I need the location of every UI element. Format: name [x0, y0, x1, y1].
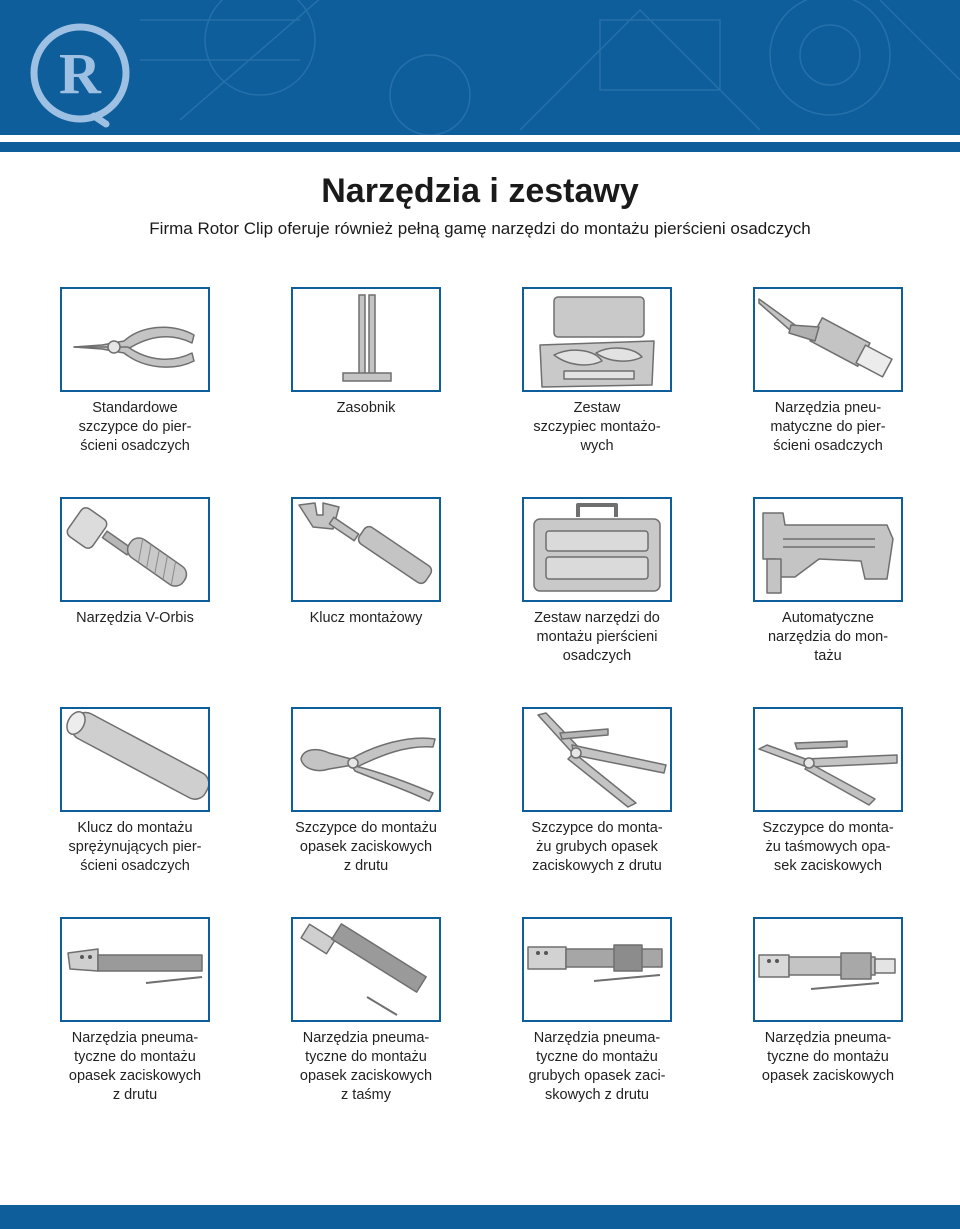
rotor-clip-logo [34, 27, 126, 124]
header-stripe [0, 142, 960, 152]
ring-pliers-icon [62, 289, 208, 390]
tool-caption: Narzędzia pneuma- tyczne do montażu opasek zaciskowych z taśmy [299, 1030, 433, 1103]
tool-image-frame [753, 917, 903, 1022]
pneumatic-clamp-tool-icon [755, 919, 901, 1020]
spring-ring-key-icon [62, 709, 208, 810]
tool-image-frame [60, 497, 210, 602]
svg-text:R: R [59, 41, 101, 106]
tool-image-frame [753, 707, 903, 812]
tool-image-frame [291, 287, 441, 392]
tool-image-frame [522, 497, 672, 602]
automatic-tool-icon [755, 499, 901, 600]
tool-caption: Zestaw narzędzi do montażu pierścieni osadczych [534, 610, 660, 664]
pneumatic-heavy-wire-clamp-tool-icon [524, 919, 670, 1020]
tool-caption: Szczypce do monta- żu taśmowych opa- sek zaciskowych [762, 820, 894, 874]
tool-image-frame [753, 497, 903, 602]
tool-caption: Klucz montażowy [309, 610, 423, 626]
tool-image-frame [60, 287, 210, 392]
tool-caption: Narzędzia pneu- matyczne do pier- ścieni osadczych [770, 400, 886, 454]
tool-image-frame [522, 287, 672, 392]
tool-caption: Szczypce do montażu opasek zaciskowych z drutu [295, 820, 437, 874]
tool-caption: Zestaw szczypiec montażo- wych [533, 400, 661, 454]
heavy-wire-clamp-pliers-icon [524, 709, 670, 810]
header-banner [0, 0, 960, 135]
pliers-kit-case-icon [524, 289, 670, 390]
tool-caption: Szczypce do monta- żu grubych opasek zaciskowych z drutu [531, 820, 663, 874]
tool-kit-case-icon [524, 499, 670, 600]
page-title: Narzędzia i zestawy [321, 172, 639, 210]
tool-caption: Standardowe szczypce do pier- ścieni osadczych [78, 400, 192, 454]
tool-caption: Zasobnik [336, 400, 396, 416]
banner-pattern [0, 0, 960, 135]
tool-image-frame [60, 917, 210, 1022]
page-subtitle: Firma Rotor Clip oferuje również pełną gamę narzędzi do montażu pierścieni osadczych [149, 219, 811, 238]
tool-image-frame [291, 707, 441, 812]
pneumatic-wire-clamp-tool-icon [62, 919, 208, 1020]
footer-bar [0, 1205, 960, 1229]
band-clamp-pliers-icon [755, 709, 901, 810]
tool-caption: Narzędzia pneuma- tyczne do montażu opasek zaciskowych z drutu [68, 1030, 202, 1103]
tool-image-frame [60, 707, 210, 812]
mounting-wrench-icon [293, 499, 439, 600]
pneumatic-band-clamp-tool-icon [293, 919, 439, 1020]
tool-caption: Narzędzia pneuma- tyczne do montażu opasek zaciskowych [761, 1030, 895, 1084]
pneumatic-pliers-icon [755, 289, 901, 390]
tool-caption: Narzędzia pneuma- tyczne do montażu grubych opasek zaci- skowych z drutu [528, 1030, 666, 1103]
tool-image-frame [522, 707, 672, 812]
wire-clamp-pliers-icon [293, 709, 439, 810]
tool-image-frame [291, 917, 441, 1022]
tool-caption: Klucz do montażu sprężynujących pier- ścieni osadczych [68, 820, 202, 874]
tool-caption: Automatyczne narzędzia do mon- tażu [767, 610, 889, 664]
tool-image-frame [522, 917, 672, 1022]
dispenser-icon [293, 289, 439, 390]
tool-caption: Narzędzia V-Orbis [76, 610, 194, 626]
tool-image-frame [291, 497, 441, 602]
tool-image-frame [753, 287, 903, 392]
v-orbis-tool-icon [62, 499, 208, 600]
